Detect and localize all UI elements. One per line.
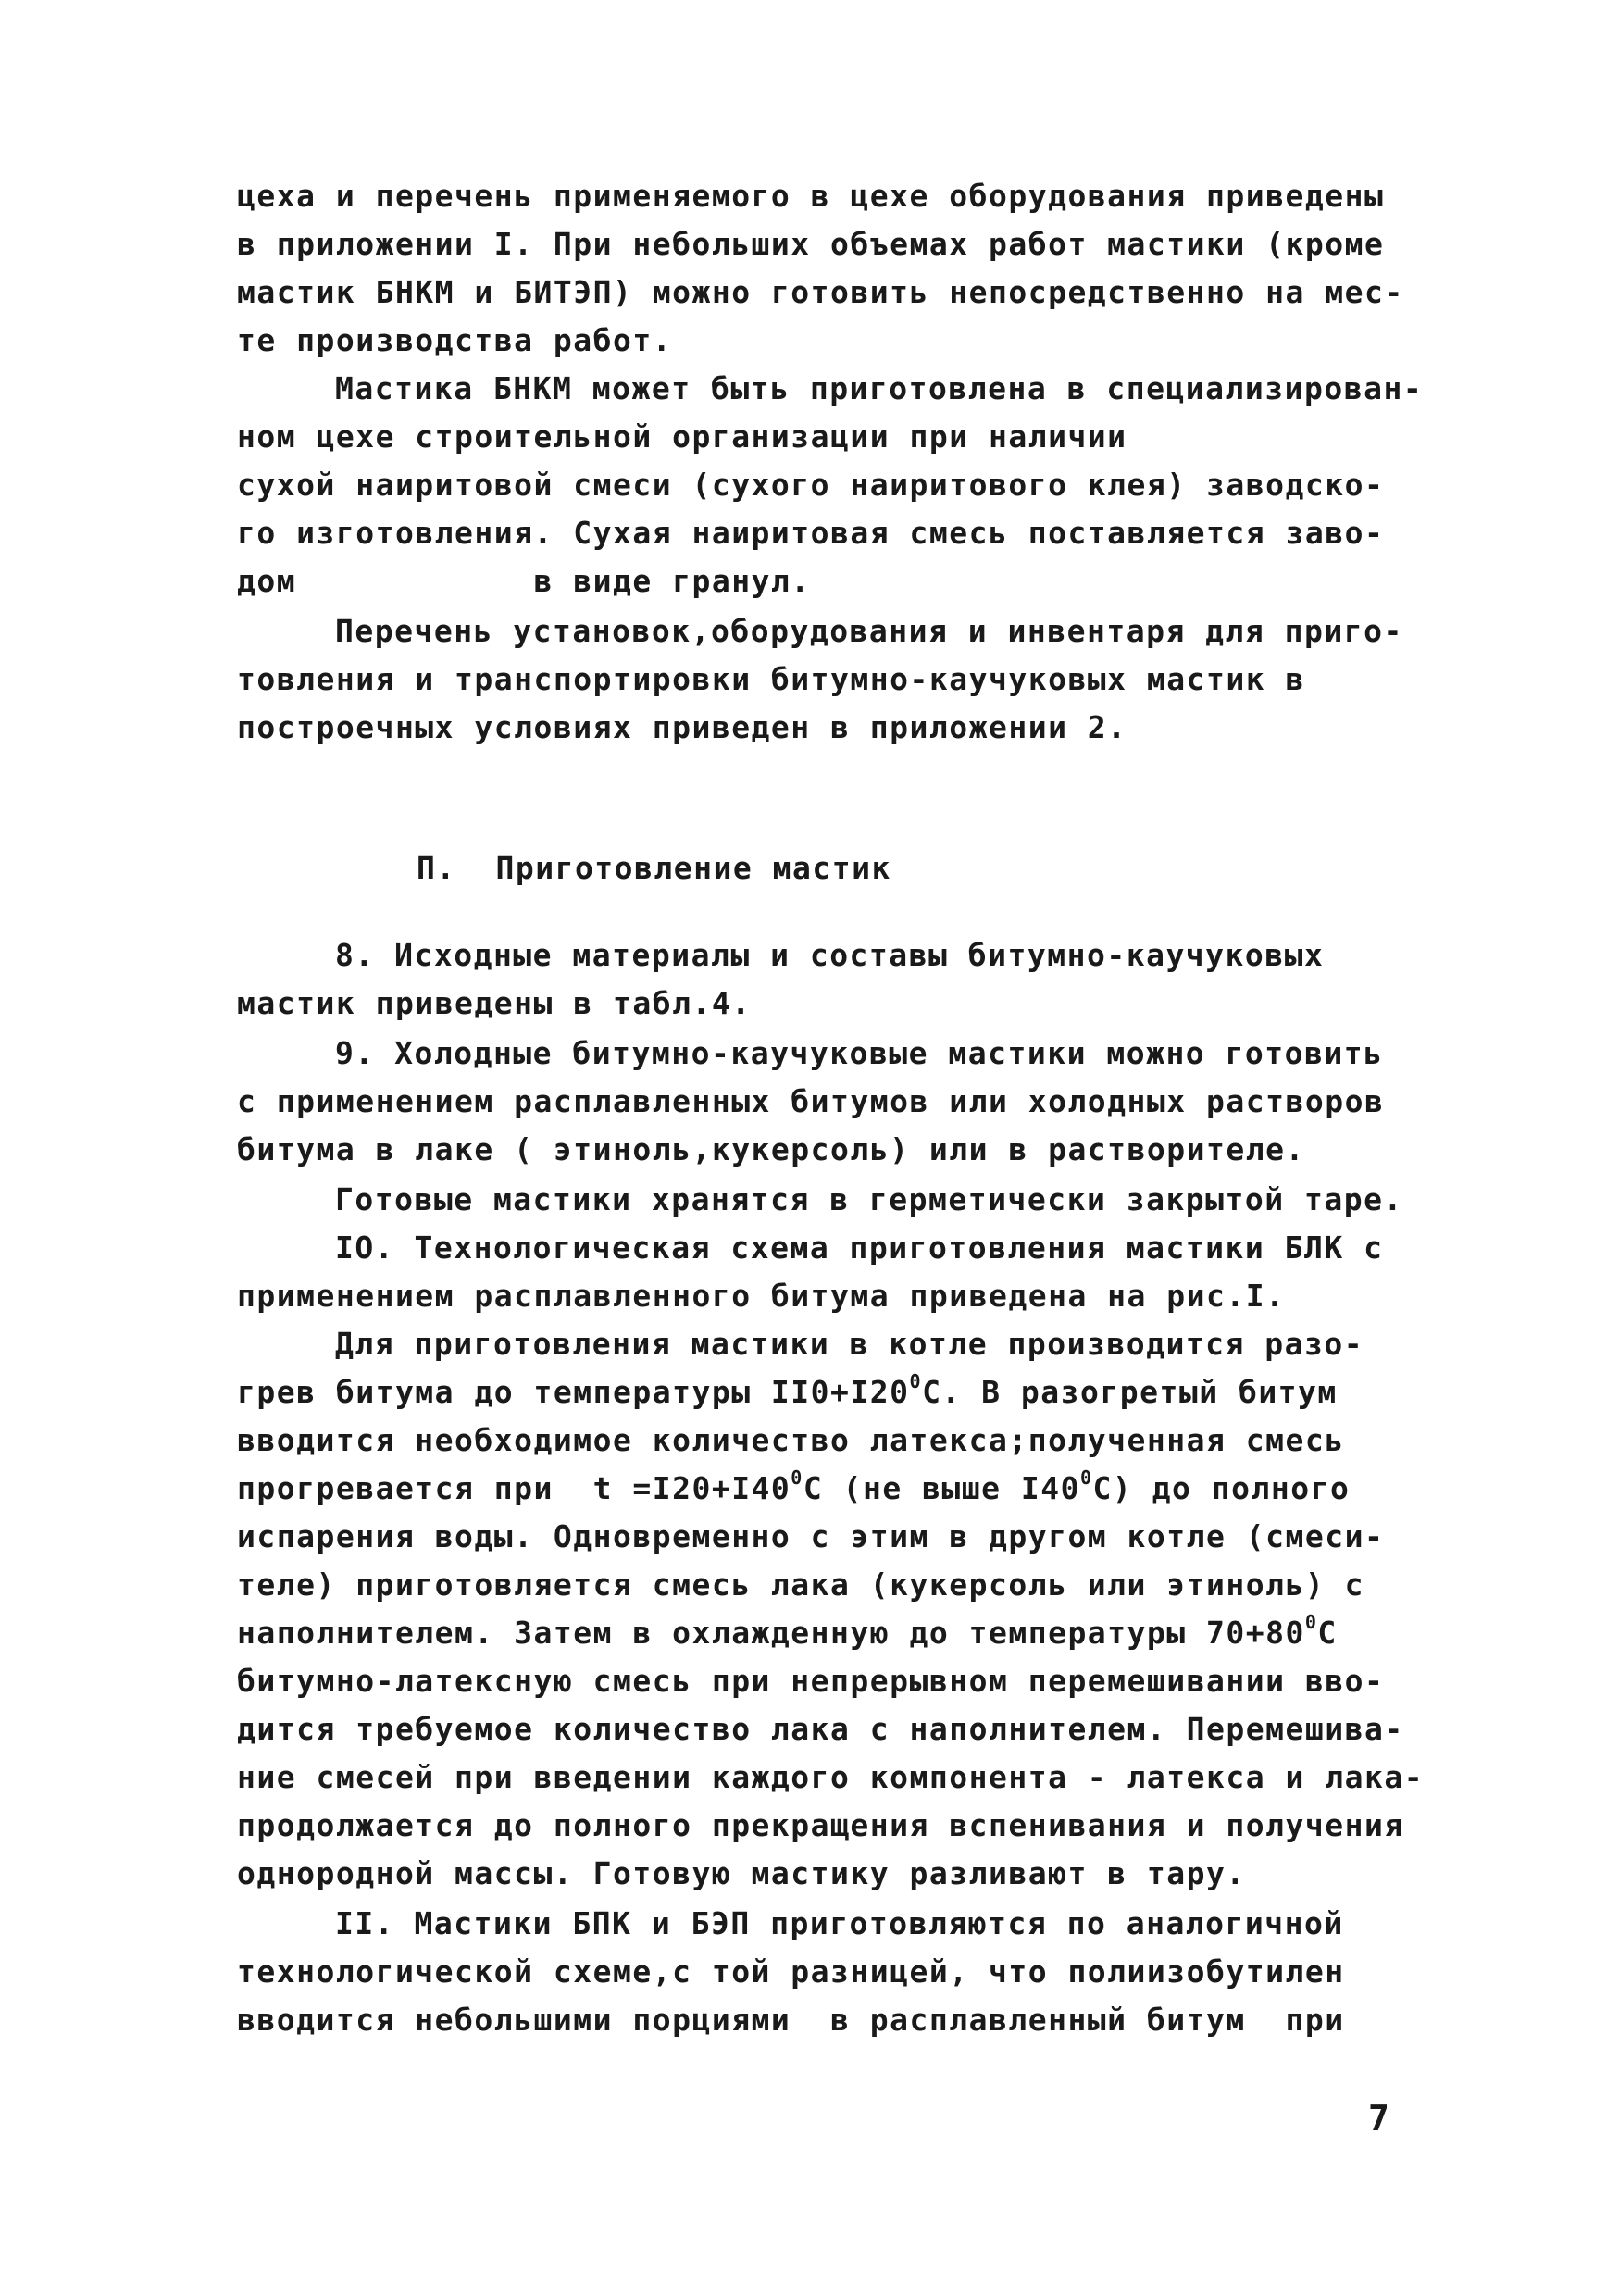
text-segment: С) до полного <box>1092 1470 1351 1506</box>
section-heading: П. Приготовление мастик <box>417 850 891 886</box>
text-line: дом в виде гранул. <box>237 563 811 599</box>
text-line: применением расплавленного битума приведена на рис.I. <box>237 1278 1286 1314</box>
text-line: продолжается до полного прекращения вспенивания и получения <box>237 1807 1404 1843</box>
text-line: Перечень установок,оборудования и инвентаря для приго- <box>335 613 1403 649</box>
text-line: сухой наиритовой смеси (сухого наиритового клея) заводско- <box>237 467 1385 503</box>
text-line: Мастика БНКМ может быть приготовлена в специализирован- <box>335 370 1424 406</box>
text-line: в приложении I. При небольших объемах работ мастики (кроме <box>237 226 1385 262</box>
superscript-degree: 0 <box>1080 1466 1093 1489</box>
text-line: ном цехе строительной организации при наличии <box>237 418 1127 455</box>
text-line: технологической схеме,с той разницей, что полиизобутилен <box>237 1953 1345 1990</box>
text-segment: прогревается при t =I20+I40 <box>237 1470 791 1506</box>
text-line: мастик БНКМ и БИТЭП) можно готовить непосредственно на мес- <box>237 274 1404 310</box>
text-line: Готовые мастики хранятся в герметически закрытой таре. <box>335 1181 1403 1217</box>
text-line: те производства работ. <box>237 322 673 358</box>
text-line: 9. Холодные битумно-каучуковые мастики можно готовить <box>335 1035 1384 1071</box>
text-line: цеха и перечень применяемого в цехе оборудования приведены <box>237 178 1385 214</box>
text-line: битумно-латексную смесь при непрерывном перемешивании вво- <box>237 1663 1385 1699</box>
text-line-with-superscript <box>237 1465 1350 1513</box>
superscript-degree: 0 <box>909 1370 923 1392</box>
text-line: го изготовления. Сухая наиритовая смесь поставляется заво- <box>237 515 1385 551</box>
text-segment: С. В разогретый битум <box>922 1374 1338 1410</box>
text-line: теле) приготовляется смесь лака (кукерсоль или этиноль) с <box>237 1566 1364 1603</box>
text-segment: наполнителем. Затем в охлажденную до температуры 70+80 <box>237 1615 1305 1651</box>
text-line: испарения воды. Одновременно с этим в другом котле (смеси- <box>237 1518 1385 1554</box>
text-line: построечных условиях приведен в приложении 2. <box>237 709 1127 745</box>
text-line: битума в лаке ( этиноль,кукерсоль) или в растворителе. <box>237 1131 1305 1167</box>
text-line: 8. Исходные материалы и составы битумно-каучуковых <box>335 937 1325 973</box>
text-line: II. Мастики БПК и БЭП приготовляются по аналогичной <box>335 1905 1344 1941</box>
text-line: однородной массы. Готовую мастику разливают в тару. <box>237 1855 1246 1891</box>
text-line: IO. Технологическая схема приготовления мастики БЛК с <box>335 1229 1384 1266</box>
text-segment: С <box>1317 1615 1338 1651</box>
text-line: с применением расплавленных битумов или холодных растворов <box>237 1083 1385 1119</box>
text-line: мастик приведены в табл.4. <box>237 985 752 1021</box>
text-line: Для приготовления мастики в котле производится разо- <box>335 1326 1364 1362</box>
page-number: 7 <box>1368 2098 1389 2139</box>
text-segment: С (не выше I40 <box>803 1470 1080 1506</box>
text-line-with-superscript <box>237 1368 1338 1416</box>
superscript-degree: 0 <box>1304 1611 1318 1633</box>
text-segment: грев битума до температуры II0+I20 <box>237 1374 910 1410</box>
text-line: дится требуемое количество лака с наполнителем. Перемешива- <box>237 1711 1404 1747</box>
superscript-degree: 0 <box>791 1466 803 1489</box>
text-line: ние смесей при введении каждого компонента - латекса и лака- <box>237 1759 1425 1795</box>
text-line: вводится небольшими порциями в расплавленный битум при <box>237 2002 1345 2038</box>
text-line: товления и транспортировки битумно-каучуковых мастик в <box>237 661 1305 697</box>
text-line: вводится необходимое количество латекса;полученная смесь <box>237 1422 1345 1458</box>
text-line-with-superscript <box>237 1609 1338 1657</box>
